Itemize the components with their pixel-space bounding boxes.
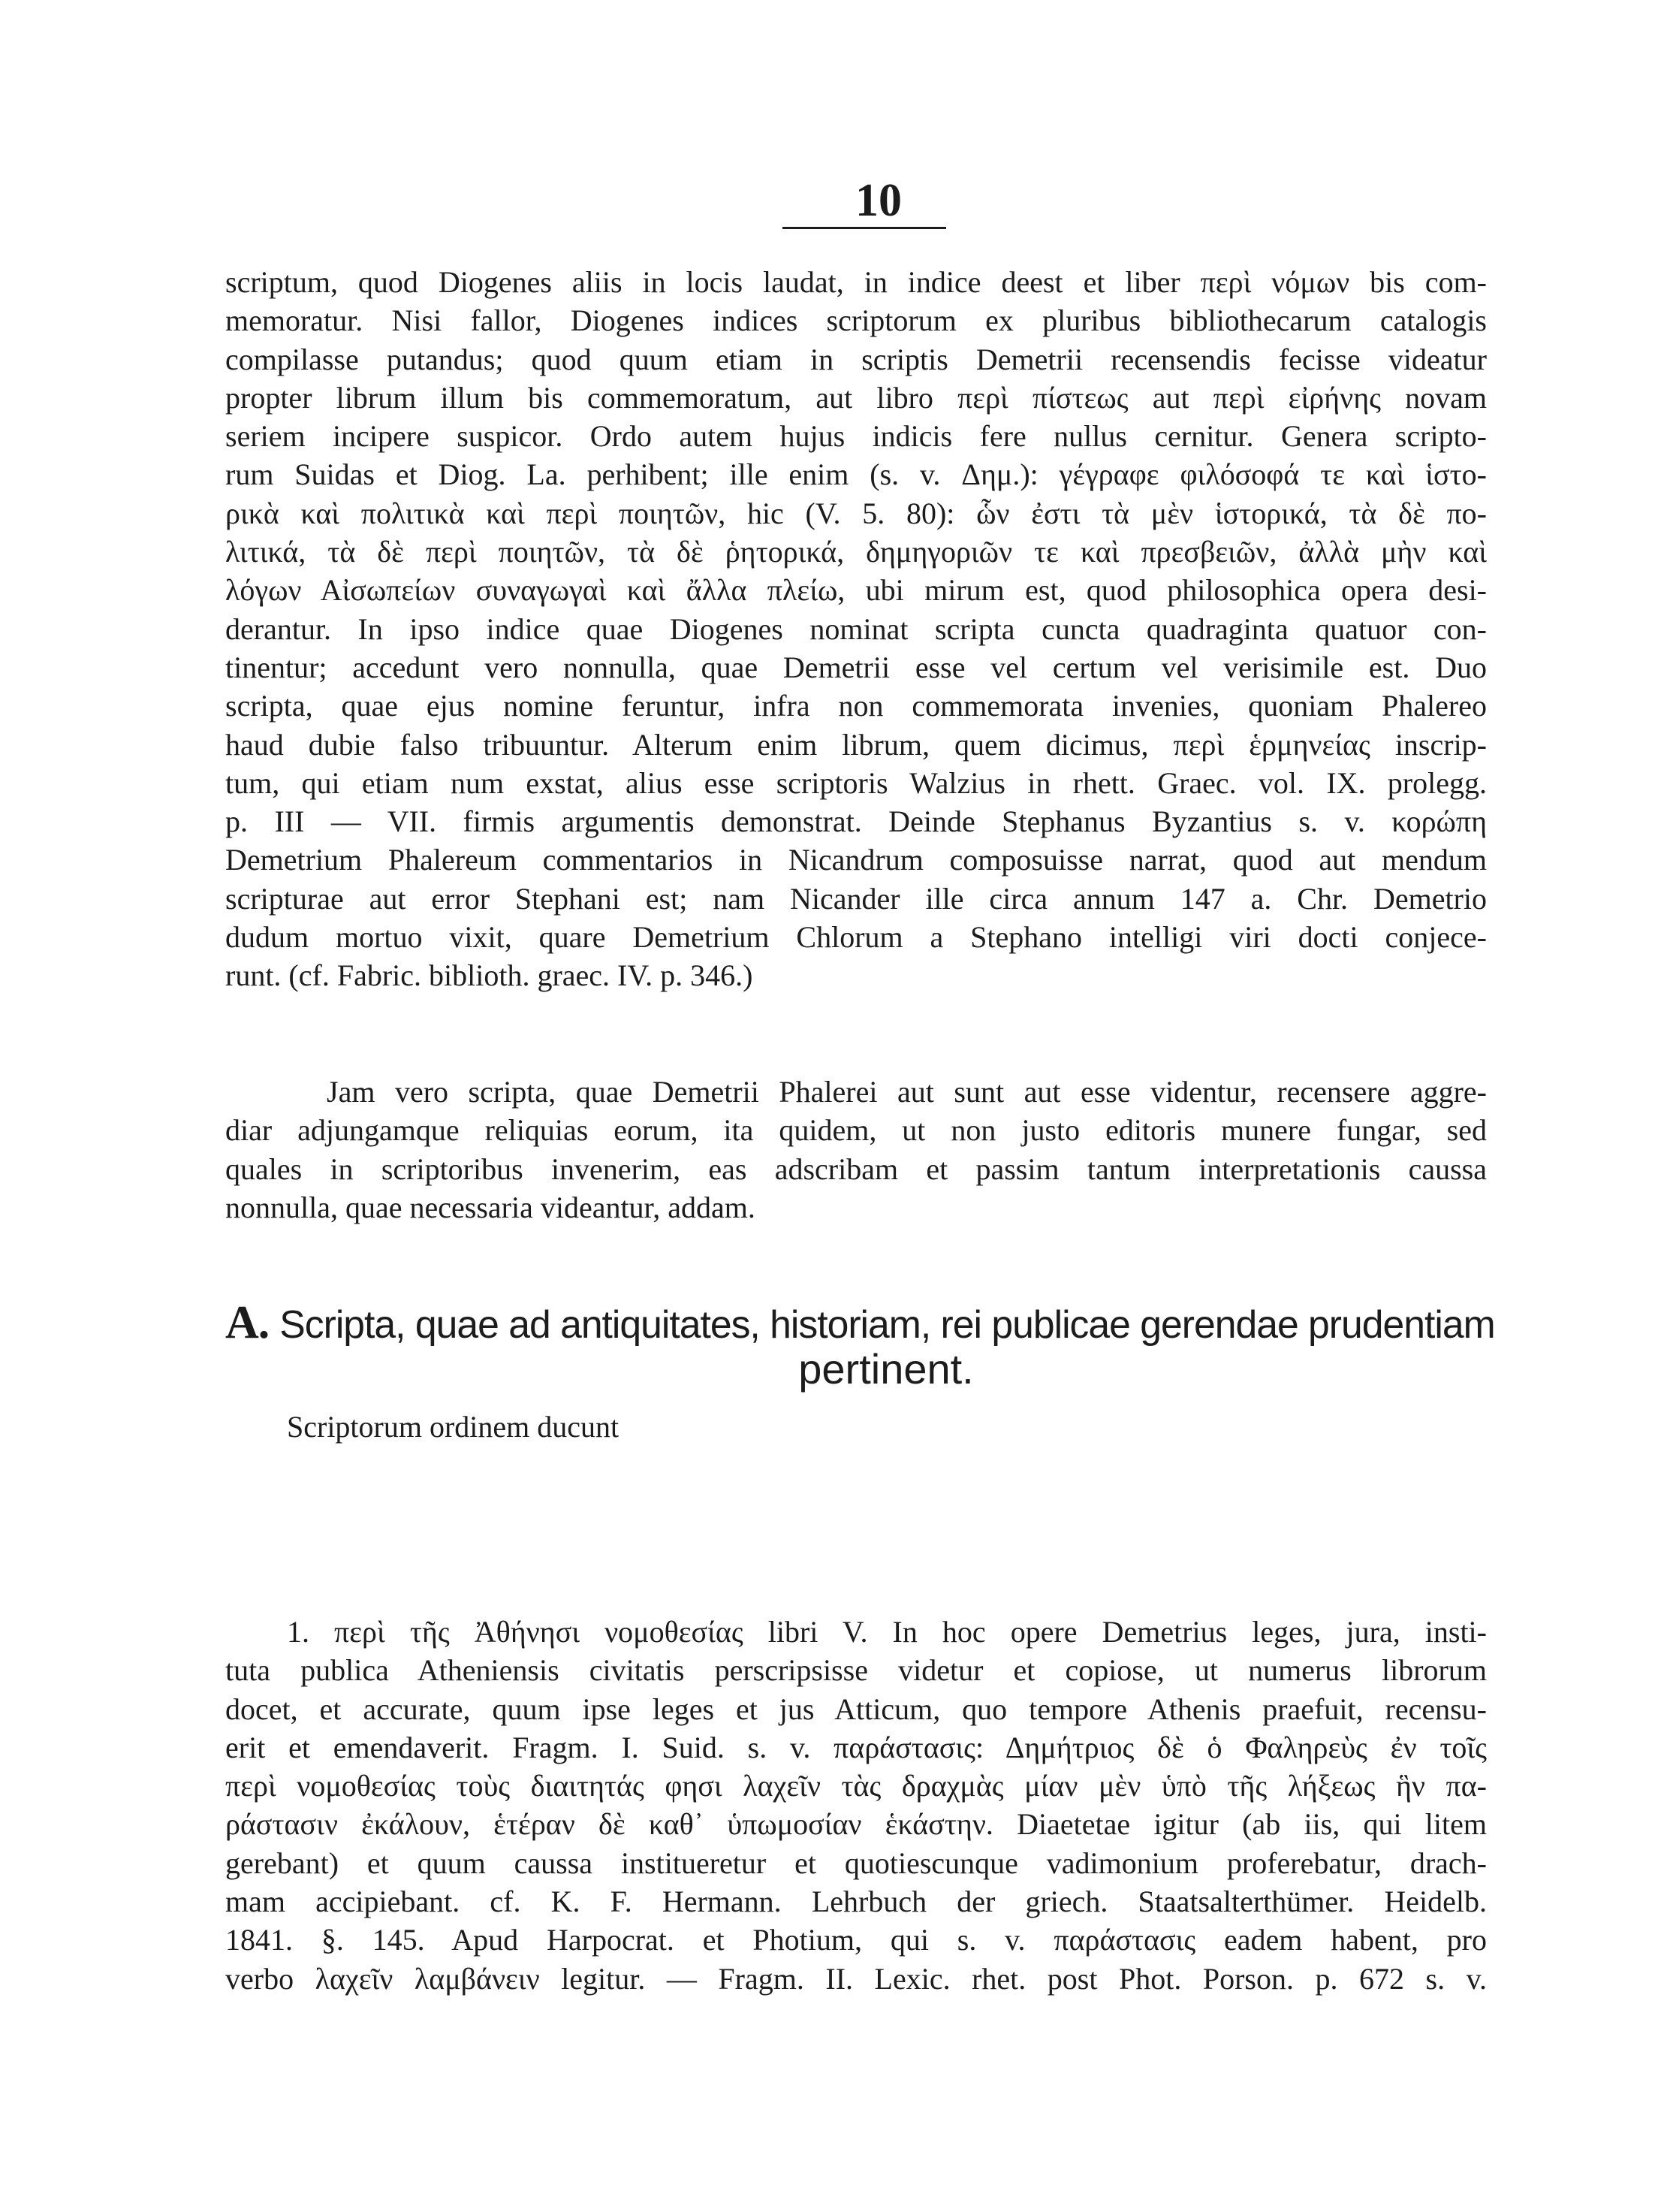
text-line: περὶ νομοθεσίας τοὺς διαιτητάς φησι λαχεῖν τὰς δραχμὰς μίαν μὲν ὑπὸ τῆς λήξεως ἣν πα- xyxy=(225,1769,1487,1803)
paragraph-catalogue-discussion xyxy=(225,263,1487,995)
text-line: verbo λαχεῖν λαμβάνειν legitur. — Fragm. II. Lexic. rhet. post Phot. Porson. p. 672 s. v. xyxy=(225,1961,1487,1996)
text-line: rum Suidas et Diog. La. perhibent; ille enim (s. v. Δημ.): γέγραφε φιλόσοφά τε καὶ ἱστο- xyxy=(225,457,1487,492)
page-number: 10 xyxy=(855,175,902,226)
text-line: propter librum illum bis commemoratum, aut libro περὶ πίστεως aut περὶ εἰρήνης novam xyxy=(225,380,1487,415)
text-line: tuta publica Atheniensis civitatis perscripsisse videtur et copiose, ut numerus librorum xyxy=(225,1653,1487,1688)
text-line: mam accipiebant. cf. K. F. Hermann. Lehrbuch der griech. Staatsalterthümer. Heidelb. xyxy=(225,1885,1487,1919)
text-line: ρικὰ καὶ πολιτικὰ καὶ περὶ ποιητῶν, hic (V. 5. 80): ὧν ἐστι τὰ μὲν ἱστορικά, τὰ δὲ πο- xyxy=(225,496,1487,530)
section-heading xyxy=(225,1299,1502,1393)
text-line: seriem incipere suspicor. Ordo autem hujus indicis fere nullus cernitur. Genera scripto- xyxy=(225,419,1487,454)
text-line: scriptum, quod Diogenes aliis in locis laudat, in indice deest et liber περὶ νόμων bis com- xyxy=(225,265,1487,299)
text-line: Demetrium Phalereum commentarios in Nicandrum composuisse narrat, quod aut mendum xyxy=(225,843,1487,877)
text-line: dudum mortuo vixit, quare Demetrium Chlorum a Stephano intelligi viri docti conjece- xyxy=(225,920,1487,955)
text-line: 1. περὶ τῆς Ἀθήνησι νομοθεσίας libri V. In hoc opere Demetrius leges, jura, insti- xyxy=(287,1615,1487,1649)
text-line: quales in scriptoribus invenerim, eas adscribam et passim tantum interpretationis caussa xyxy=(225,1151,1487,1186)
text-line: haud dubie falso tribuuntur. Alterum enim librum, quem dicimus, περὶ ἑρμηνείας inscrip- xyxy=(225,727,1487,762)
text-line: tinentur; accedunt vero nonnulla, quae Demetrii esse vel certum vel verisimile est. Duo xyxy=(225,650,1487,684)
text-line: ράστασιν ἐκάλουν, ἑτέραν δὲ καθ᾽ ὑπωμοσίαν ἑκάστην. Diaetetae igitur (ab iis, qui litem xyxy=(225,1807,1487,1842)
section-title-continuation: pertinent. xyxy=(798,1345,974,1393)
paragraph-nomothesia xyxy=(225,1613,1487,1998)
text-line: 1841. §. 145. Apud Harpocrat. et Photium, qui s. v. παράστασις eadem habent, pro xyxy=(225,1923,1487,1957)
section-letter: A. xyxy=(225,1297,270,1348)
text-line: erit et emendaverit. Fragm. I. Suid. s. v. παράστασις: Δημήτριος δὲ ὁ Φαληρεὺς ἐν τοῖς xyxy=(225,1730,1487,1764)
paragraph-plan xyxy=(225,1073,1487,1227)
text-line: derantur. In ipso indice quae Diogenes nominat scripta cuncta quadraginta quatuor con- xyxy=(225,611,1487,646)
text-line: docet, et accurate, quum ipse leges et jus Atticum, quo tempore Athenis praefuit, recensu- xyxy=(225,1691,1487,1726)
text-line: runt. (cf. Fabric. biblioth. graec. IV. p. 346.) xyxy=(225,958,753,993)
text-line: memoratur. Nisi fallor, Diogenes indices scriptorum ex pluribus bibliothecarum catalogis xyxy=(225,303,1487,338)
text-line: scripta, quae ejus nomine feruntur, infra non commemorata invenies, quoniam Phalereo xyxy=(225,689,1487,723)
text-line: diar adjungamque reliquias eorum, ita quidem, ut non justo editoris munere fungar, sed xyxy=(225,1113,1487,1148)
text-line: λόγων Αἰσωπείων συναγωγαὶ καὶ ἄλλα πλείω, ubi mirum est, quod philosophica opera desi- xyxy=(225,573,1487,608)
text-line: gerebant) et quum caussa institueretur et quotiescunque vadimonium proferebatur, drach- xyxy=(225,1845,1487,1880)
text-line: λιτικά, τὰ δὲ περὶ ποιητῶν, τὰ δὲ ῥητορικά, δημηγοριῶν τε καὶ πρεσβειῶν, ἀλλὰ μὴν καὶ xyxy=(225,535,1487,569)
page-number-rule xyxy=(782,227,946,229)
text-line: compilasse putandus; quod quum etiam in scriptis Demetrii recensendis fecisse videatur xyxy=(225,342,1487,376)
text-line: tum, qui etiam num exstat, alius esse scriptoris Walzius in rhett. Graec. vol. IX. prolegg. xyxy=(225,765,1487,800)
section-heading-line1 xyxy=(225,1299,1502,1346)
text-line: Jam vero scripta, quae Demetrii Phalerei aut sunt aut esse videntur, recensere aggre- xyxy=(327,1075,1487,1109)
subheading: Scriptorum ordinem ducunt xyxy=(287,1410,619,1444)
text-line: nonnulla, quae necessaria videantur, addam. xyxy=(225,1190,755,1224)
text-line: p. III — VII. firmis argumentis demonstrat. Deinde Stephanus Byzantius s. v. κορώπη xyxy=(225,804,1487,839)
section-title: Scripta, quae ad antiquitates, historiam, rei publicae gerendae prudentiam xyxy=(279,1302,1495,1346)
text-line: scripturae aut error Stephani est; nam Nicander ille circa annum 147 a. Chr. Demetrio xyxy=(225,881,1487,916)
